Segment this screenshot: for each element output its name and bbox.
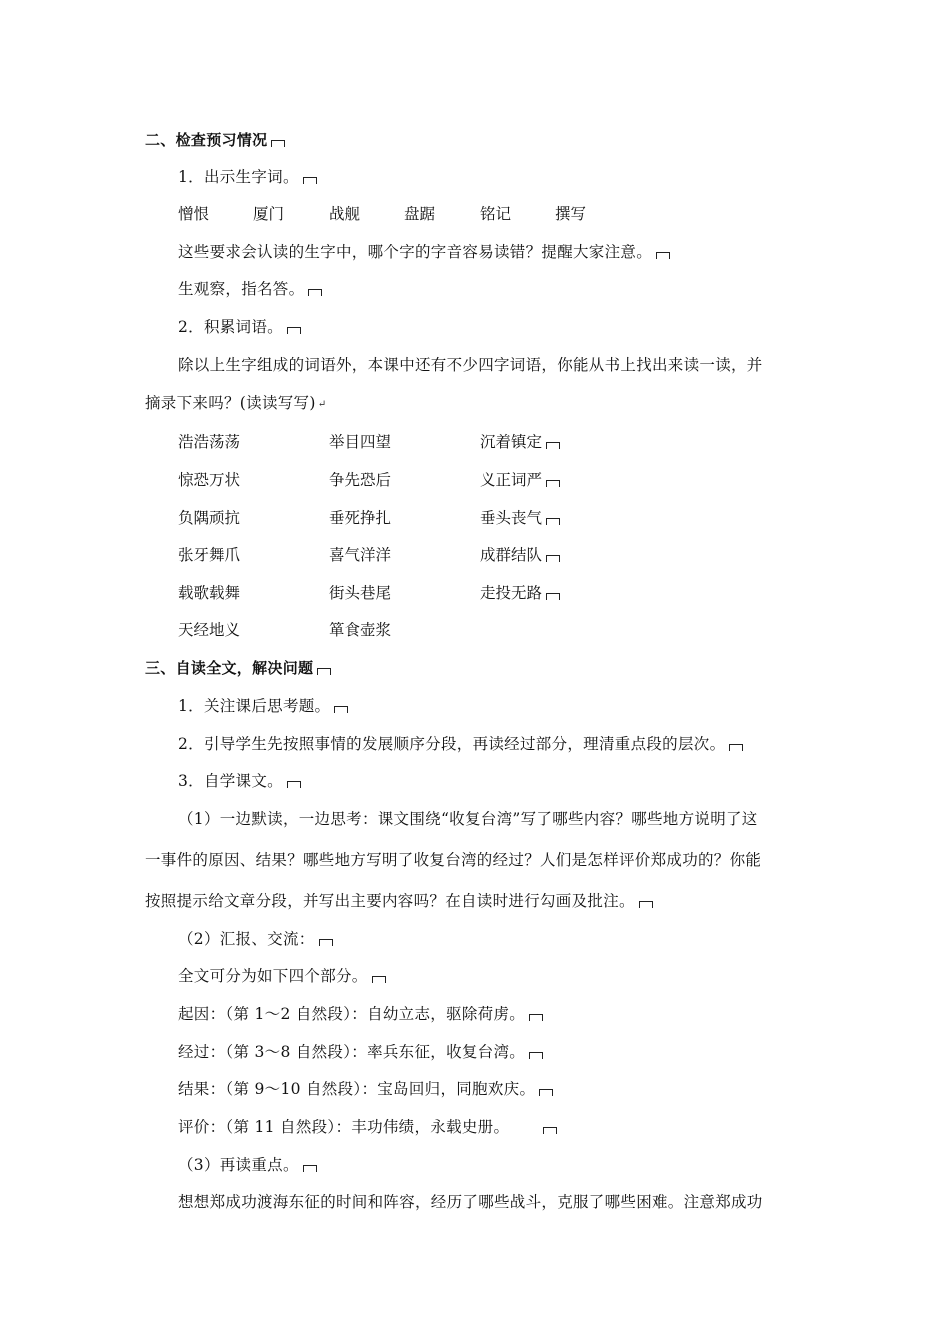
- paragraph-line: 想想郑成功渡海东征的时间和阵容，经历了哪些战斗，克服了哪些困难。注意郑成功: [178, 1193, 763, 1211]
- paragraph-mark-icon: [639, 901, 653, 908]
- section-3-heading: 三、自读全文，解决问题: [145, 658, 331, 678]
- idiom: 载歌载舞: [178, 584, 241, 602]
- idiom: 天经地义: [178, 621, 241, 639]
- paragraph-line: 全文可分为如下四个部分。: [178, 966, 386, 986]
- paragraph-mark-icon: [539, 1089, 553, 1096]
- paragraph-line: 除以上生字组成的词语外，本课中还有不少四字词语，你能从书上找出来读一读，并: [178, 356, 763, 374]
- idiom: 垂死挣扎: [329, 509, 392, 527]
- section-3-item-3: 3．自学课文。: [178, 771, 301, 791]
- idiom: 沉着镇定: [480, 432, 560, 452]
- part-line: 评价：（第 11 自然段）：丰功伟绩，永载史册。: [178, 1117, 557, 1137]
- paragraph-mark-icon: [303, 177, 317, 184]
- paragraph-mark-icon: [546, 442, 560, 449]
- paragraph-line: 按照提示给文章分段，并写出主要内容吗？在自读时进行勾画及批注。: [145, 891, 653, 911]
- new-word: 憎恨: [178, 205, 210, 223]
- idiom: 走投无路: [480, 583, 560, 603]
- section-2-item-2: 2．积累词语。: [178, 317, 301, 337]
- idiom: 义正词严: [480, 470, 560, 490]
- paragraph-mark-icon: [543, 1127, 557, 1134]
- idiom: 负隅顽抗: [178, 509, 241, 527]
- paragraph-mark-icon: [287, 781, 301, 788]
- paragraph-mark-icon: [319, 939, 333, 946]
- paragraph-line: （1）一边默读，一边思考：课文围绕“收复台湾”写了哪些内容？哪些地方说明了这: [178, 810, 758, 828]
- paragraph-mark-icon: [546, 518, 560, 525]
- idiom: 街头巷尾: [329, 584, 392, 602]
- new-word: 撰写: [555, 205, 587, 223]
- paragraph-mark-icon: [529, 1014, 543, 1021]
- new-word: 盘踞: [404, 205, 436, 223]
- idiom: 张牙舞爪: [178, 546, 241, 564]
- part-line: 结果：（第 9～10 自然段）：宝岛回归，同胞欢庆。: [178, 1079, 553, 1099]
- section-2-heading: 二、检查预习情况: [145, 130, 285, 150]
- new-word: 厦门: [253, 205, 285, 223]
- answer-line: 生观察，指名答。: [178, 279, 322, 299]
- paragraph-mark-icon: [546, 555, 560, 562]
- paragraph-line: （3）再读重点。: [178, 1155, 317, 1175]
- section-3-item-2: 2．引导学生先按照事情的发展顺序分段，再读经过部分，理清重点段的层次。: [178, 734, 743, 754]
- paragraph-mark-icon: [317, 668, 331, 675]
- paragraph-line: 一事件的原因、结果？哪些地方写明了收复台湾的经过？人们是怎样评价郑成功的？你能: [145, 851, 762, 869]
- idiom: 喜气洋洋: [329, 546, 392, 564]
- idiom: 成群结队: [480, 545, 560, 565]
- idiom: 举目四望: [329, 433, 392, 451]
- section-3-item-1: 1．关注课后思考题。: [178, 696, 348, 716]
- line-break-icon: ↵: [317, 399, 327, 410]
- paragraph-mark-icon: [546, 480, 560, 487]
- part-line: 经过：（第 3～8 自然段）：率兵东征，收复台湾。: [178, 1042, 543, 1062]
- new-word: 战舰: [329, 205, 361, 223]
- new-word: 铭记: [480, 205, 512, 223]
- idiom: 浩浩荡荡: [178, 433, 241, 451]
- paragraph-mark-icon: [529, 1052, 543, 1059]
- section-2-item-1: 1．出示生字词。: [178, 167, 317, 187]
- paragraph-mark-icon: [546, 593, 560, 600]
- paragraph-mark-icon: [287, 327, 301, 334]
- paragraph-mark-icon: [334, 706, 348, 713]
- paragraph-line: （2）汇报、交流：: [178, 929, 333, 949]
- part-line: 起因：（第 1～2 自然段）：自幼立志，驱除荷虏。: [178, 1004, 543, 1024]
- paragraph-line: 摘录下来吗？(读读写写) ↵: [145, 393, 326, 415]
- paragraph-mark-icon: [656, 252, 670, 259]
- idiom: 垂头丧气: [480, 508, 560, 528]
- paragraph-mark-icon: [729, 744, 743, 751]
- paragraph-mark-icon: [372, 976, 386, 983]
- paragraph-mark-icon: [271, 140, 285, 147]
- paragraph-mark-icon: [308, 289, 322, 296]
- question-line: 这些要求会认读的生字中，哪个字的字音容易读错？提醒大家注意。: [178, 242, 670, 262]
- idiom: 惊恐万状: [178, 471, 241, 489]
- idiom: 箪食壶浆: [329, 621, 392, 639]
- idiom: 争先恐后: [329, 471, 392, 489]
- paragraph-mark-icon: [303, 1165, 317, 1172]
